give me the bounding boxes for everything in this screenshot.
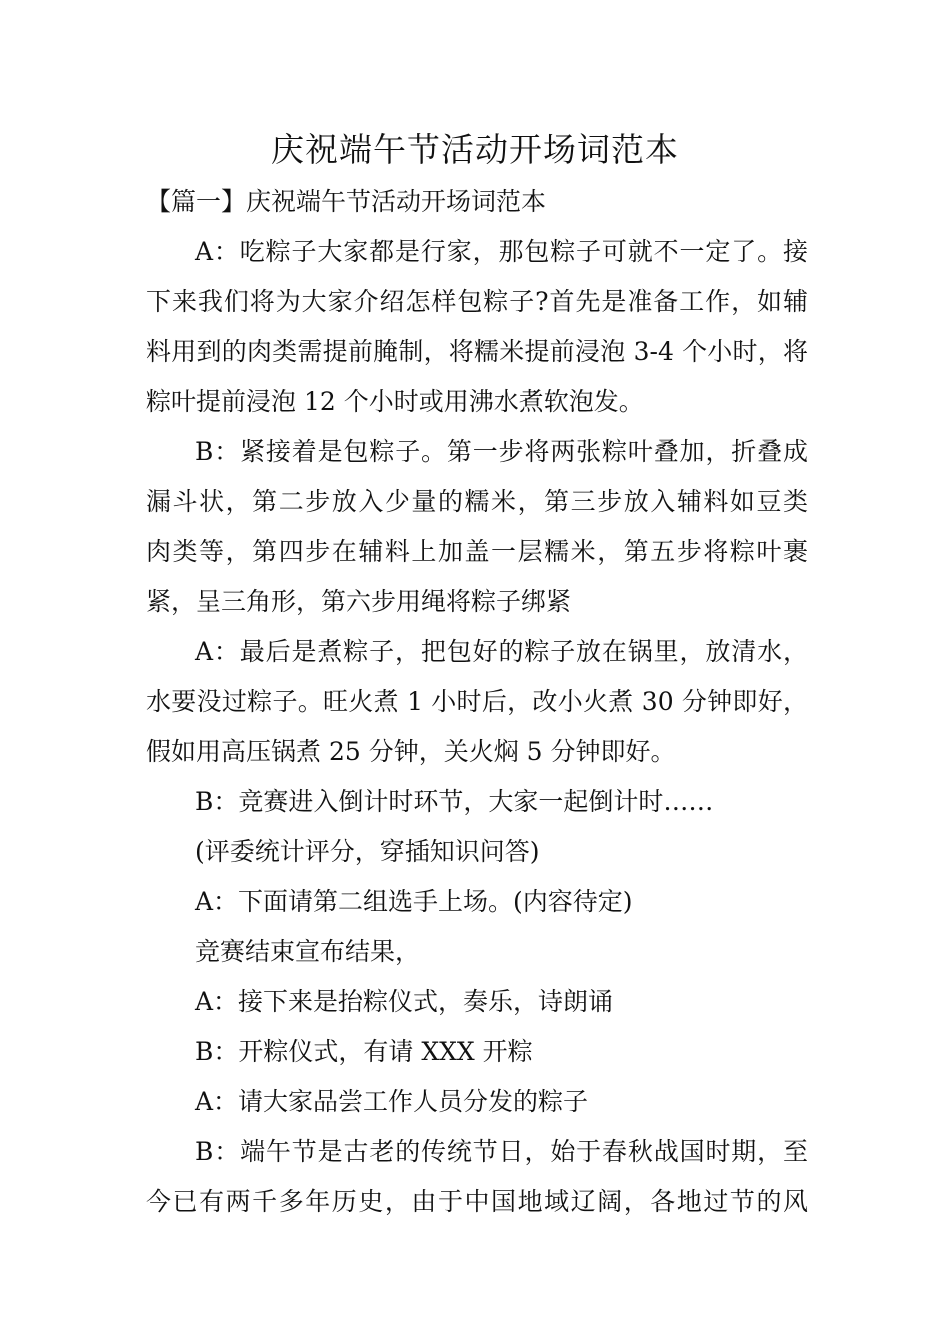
paragraph-line: 水要没过粽子。旺火煮 1 小时后，改小火煮 30 分钟即好， (146, 687, 808, 716)
paragraph-line: A：吃粽子大家都是行家，那包粽子可就不一定了。接 (195, 237, 808, 266)
paragraph-line: 假如用高压锅煮 25 分钟，关火焖 5 分钟即好。 (146, 737, 676, 766)
paragraph-line: A：下面请第二组选手上场。(内容待定) (195, 887, 633, 916)
paragraph-line: (评委统计评分，穿插知识问答) (195, 837, 540, 866)
section-heading: 【篇一】庆祝端午节活动开场词范本 (146, 187, 547, 216)
paragraph-line: 料用到的肉类需提前腌制，将糯米提前浸泡 3-4 个小时，将 (146, 337, 808, 366)
paragraph-line: A：请大家品尝工作人员分发的粽子 (195, 1087, 589, 1116)
document-body (146, 177, 808, 1227)
paragraph-line: 漏斗状，第二步放入少量的糯米，第三步放入辅料如豆类 (146, 487, 808, 516)
paragraph-line: B：开粽仪式，有请 XXX 开粽 (195, 1037, 533, 1066)
paragraph-line: B：竞赛进入倒计时环节，大家一起倒计时…… (195, 787, 714, 816)
paragraph-line: B：紧接着是包粽子。第一步将两张粽叶叠加，折叠成 (195, 437, 808, 466)
paragraph-line: 紧，呈三角形，第六步用绳将粽子绑紧 (146, 587, 572, 616)
paragraph-line: A：接下来是抬粽仪式，奏乐，诗朗诵 (195, 987, 614, 1016)
document-title: 庆祝端午节活动开场词范本 (271, 130, 679, 169)
paragraph-line: 肉类等，第四步在辅料上加盖一层糯米，第五步将粽叶裹 (146, 537, 808, 566)
paragraph-line: B：端午节是古老的传统节日，始于春秋战国时期，至 (195, 1137, 808, 1166)
paragraph-line: 下来我们将为大家介绍怎样包粽子?首先是准备工作，如辅 (146, 287, 808, 316)
paragraph-line: A：最后是煮粽子，把包好的粽子放在锅里，放清水， (195, 637, 808, 666)
paragraph-line: 今已有两千多年历史，由于中国地域辽阔，各地过节的风 (146, 1187, 808, 1216)
paragraph-line: 粽叶提前浸泡 12 个小时或用沸水煮软泡发。 (146, 387, 644, 416)
paragraph-line: 竞赛结束宣布结果， (195, 937, 421, 966)
